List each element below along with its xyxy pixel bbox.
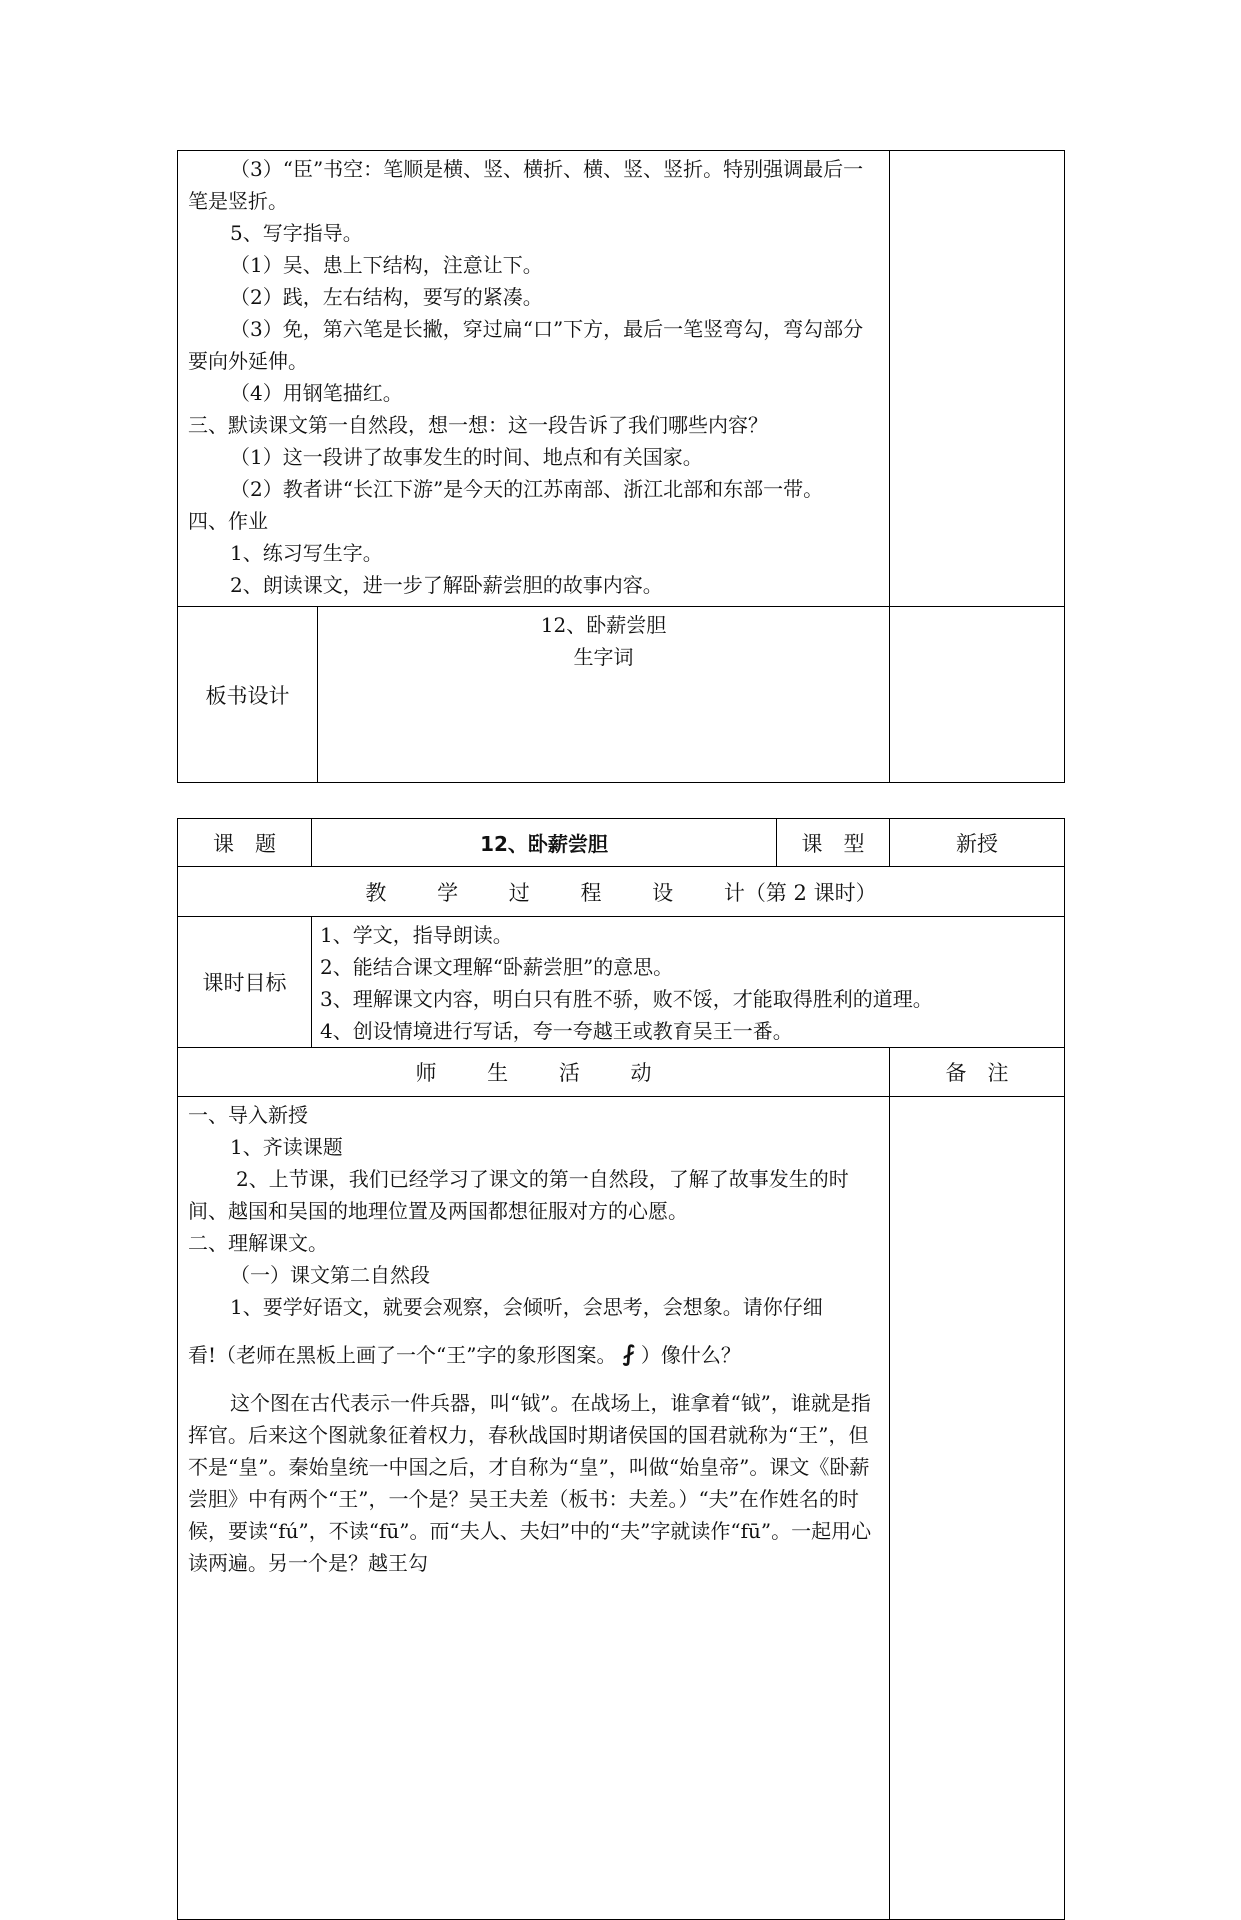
goals-label: 课时目标 bbox=[178, 917, 312, 1048]
goal-item: 3、理解课文内容，明白只有胜不骄，败不馁，才能取得胜利的道理。 bbox=[320, 987, 933, 1011]
type-value: 新授 bbox=[890, 819, 1065, 867]
topic-label: 课 题 bbox=[178, 819, 312, 867]
board-design-label: 板书设计 bbox=[178, 607, 318, 783]
lesson-table bbox=[177, 818, 1065, 1920]
type-label: 课 型 bbox=[777, 819, 890, 867]
text-line: （2）教者讲“长江下游”是今天的江苏南部、浙江北部和东部一带。 bbox=[230, 477, 824, 501]
text-line: 一、导入新授 bbox=[188, 1103, 308, 1127]
activity-body bbox=[178, 1097, 890, 1920]
text-line: （3）免，第六笔是长撇，穿过扁“口”下方，最后一笔竖弯勾，弯勾部分要向外延伸。 bbox=[188, 317, 864, 373]
text-line: （2）践，左右结构，要写的紧凑。 bbox=[230, 285, 543, 309]
process-title: 教 学 过 程 设 计（第 2 课时） bbox=[178, 867, 1065, 917]
text-paragraph: 这个图在古代表示一件兵器，叫“钺”。在战场上，谁拿着“钺”，谁就是指挥官。后来这个图就象征着权力，春秋战国时期诸侯国的国君就称为“王”，但不是“皇”。秦始皇统一中国之后，才自称为“皇”，叫做“始皇帝”。课文《卧薪尝胆》中有两个“王”，一个是？吴王夫差（板书：夫差。）“夫”在作姓名的时候，要读“fú”，不读“fū”。而“夫人、夫妇”中的“夫”字就读作“fū”。一起用心读两遍。另一个是？越王勾 bbox=[188, 1391, 872, 1575]
text-line: （一）课文第二自然段 bbox=[230, 1263, 430, 1287]
text-line: 四、作业 bbox=[188, 509, 268, 533]
notes-cell bbox=[890, 607, 1065, 783]
text-line: 1、要学好语文，就要会观察，会倾听，会思考，会想象。请你仔细 bbox=[230, 1295, 823, 1319]
goal-item: 1、学文，指导朗读。 bbox=[320, 923, 513, 947]
activity-header: 师 生 活 动 bbox=[178, 1048, 890, 1097]
board-subtitle: 生字词 bbox=[573, 645, 634, 669]
notes-header: 备 注 bbox=[890, 1048, 1065, 1097]
board-design-content bbox=[318, 607, 890, 783]
notes-cell bbox=[890, 1097, 1065, 1920]
lesson-table-continued bbox=[177, 150, 1065, 783]
text-line: 1、练习写生字。 bbox=[230, 541, 383, 565]
text-line: 二、理解课文。 bbox=[188, 1231, 328, 1255]
text-line: （1）这一段讲了故事发生的时间、地点和有关国家。 bbox=[230, 445, 703, 469]
text-line: 2、朗读课文，进一步了解卧薪尝胆的故事内容。 bbox=[230, 573, 663, 597]
text-line: 2、上节课，我们已经学习了课文的第一自然段，了解了故事发生的时间、越国和吴国的地理位置及两国都想征服对方的心愿。 bbox=[188, 1167, 849, 1223]
goals-content bbox=[312, 917, 1065, 1048]
text-line: （3）“臣”书空：笔顺是横、竖、横折、横、竖、竖折。特别强调最后一笔是竖折。 bbox=[188, 157, 864, 213]
wang-pictograph-icon: ⨏ bbox=[622, 1342, 635, 1367]
topic-value: 12、卧薪尝胆 bbox=[312, 819, 777, 867]
text-line: 5、写字指导。 bbox=[230, 221, 363, 245]
text-line: （1）吴、患上下结构，注意让下。 bbox=[230, 253, 543, 277]
goal-item: 2、能结合课文理解“卧薪尝胆”的意思。 bbox=[320, 955, 674, 979]
text-line: 1、齐读课题 bbox=[230, 1135, 343, 1159]
text-line: 看!（老师在黑板上画了一个“王”字的象形图案。 ⨏ ）像什么？ bbox=[188, 1339, 879, 1371]
notes-cell bbox=[890, 151, 1065, 607]
text-line: 三、默读课文第一自然段，想一想：这一段告诉了我们哪些内容？ bbox=[188, 413, 768, 437]
goal-item: 4、创设情境进行写话，夸一夸越王或教育吴王一番。 bbox=[320, 1019, 793, 1043]
activity-content-cell bbox=[178, 151, 890, 607]
text-line: （4）用钢笔描红。 bbox=[230, 381, 403, 405]
board-title: 12、卧薪尝胆 bbox=[540, 613, 667, 637]
